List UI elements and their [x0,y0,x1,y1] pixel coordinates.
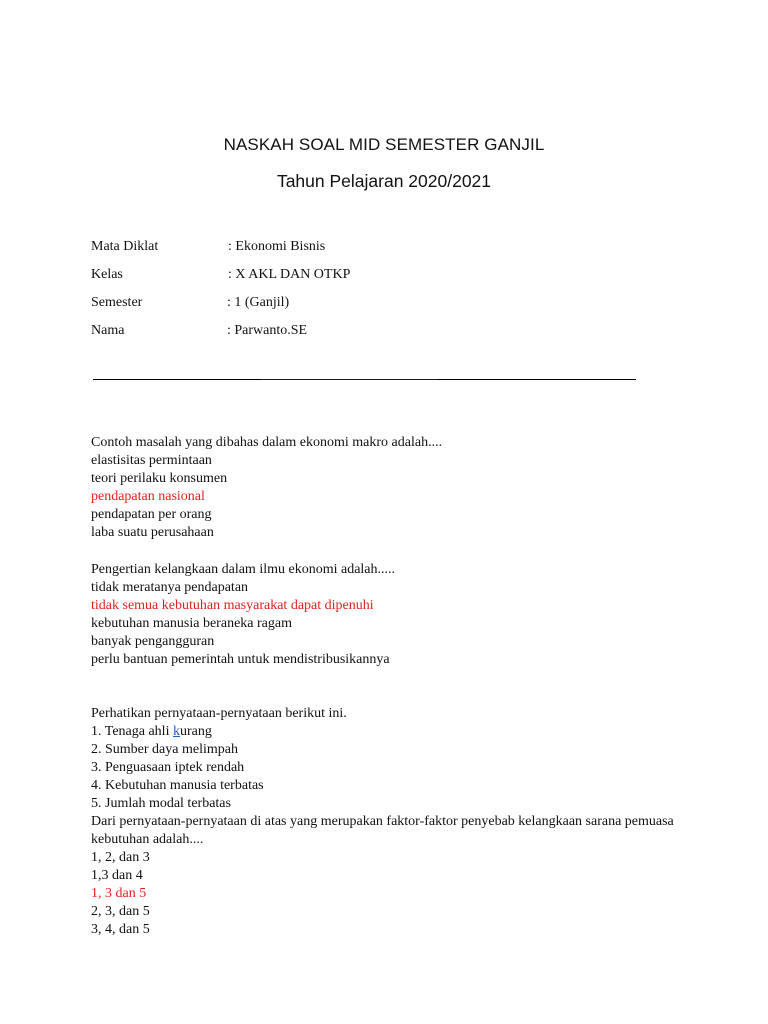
question-3 [91,705,691,939]
statement-item: 3. Penguasaan iptek rendah [91,760,245,775]
statement-prefix: 1. Tenaga ahli [91,724,173,739]
separator-line [93,379,636,380]
hyperlink[interactable]: k [172,724,180,739]
meta-label: Kelas [91,267,123,282]
meta-value: : Ekonomi Bisnis [228,239,326,254]
meta-label: Mata Diklat [91,239,159,254]
document-title: NASKAH SOAL MID SEMESTER GANJIL [223,135,545,154]
answer-option-correct: tidak semua kebutuhan masyarakat dapat dipenuhi [91,598,374,613]
document-subtitle: Tahun Pelajaran 2020/2021 [276,171,492,191]
answer-option: pendapatan per orang [91,507,212,522]
meta-label: Nama [91,323,125,338]
statement-item: 2. Sumber daya melimpah [91,742,238,757]
statement-item: 4. Kebutuhan manusia terbatas [91,778,264,793]
answer-option-correct: pendapatan nasional [91,489,205,504]
answer-option: laba suatu perusahaan [91,525,214,540]
answer-option: 2, 3, dan 5 [91,904,150,919]
answer-option: elastisitas permintaan [91,453,212,468]
statement-item: 5. Jumlah modal terbatas [91,796,231,811]
answer-option: teori perilaku konsumen [91,471,228,486]
meta-label: Semester [91,295,143,310]
answer-option: kebutuhan manusia beraneka ragam [91,616,292,631]
answer-option: 1, 2, dan 3 [91,850,150,865]
separator-segment [93,379,261,380]
question-text: Contoh masalah yang dibahas dalam ekonomi makro adalah.... [91,435,443,450]
meta-value: : 1 (Ganjil) [227,295,290,310]
statement-item [91,723,691,741]
answer-option: 1,3 dan 4 [91,868,143,883]
question-intro: Perhatikan pernyataan-pernyataan berikut ini. [91,706,347,721]
question-2 [91,561,395,669]
question-text: Dari pernyataan-pernyataan di atas yang merupakan faktor-faktor penyebab kelangkaan sarana pemuasa kebutuhan adalah.... [91,814,674,847]
meta-value: : X AKL DAN OTKP [228,267,351,282]
meta-value: : Parwanto.SE [227,323,308,338]
answer-option-correct: 1, 3 dan 5 [91,886,147,901]
question-1 [91,434,442,542]
statement-suffix: urang [179,724,212,739]
answer-option: tidak meratanya pendapatan [91,580,249,595]
answer-option: perlu bantuan pemerintah untuk mendistribusikannya [91,652,390,667]
answer-option: banyak pengangguran [91,634,215,649]
answer-option: 3, 4, dan 5 [91,922,150,937]
question-text: Pengertian kelangkaan dalam ilmu ekonomi adalah..... [91,562,396,577]
separator-segment [438,379,636,380]
